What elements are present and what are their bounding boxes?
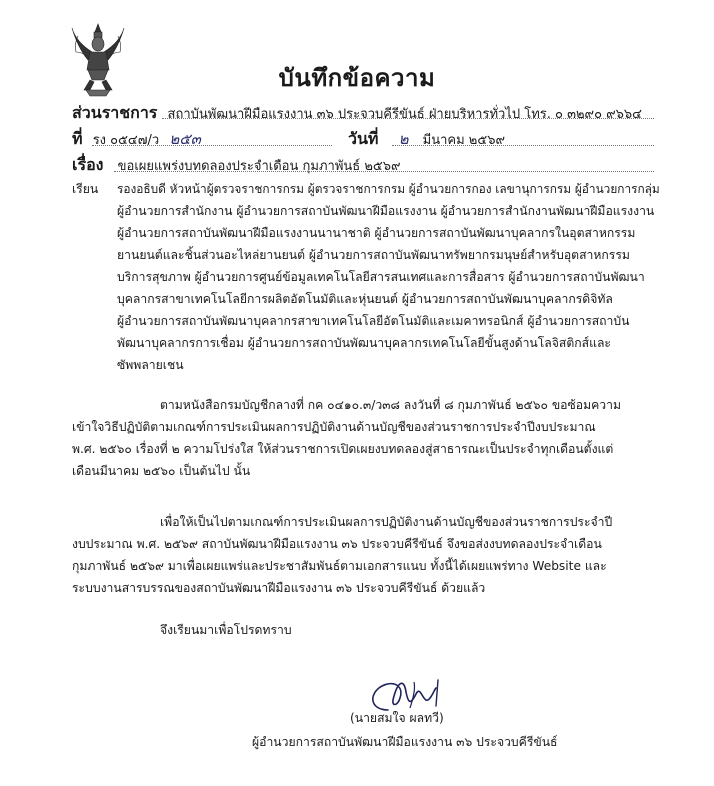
closing-text: จึงเรียนมาเพื่อโปรดทราบ: [160, 623, 292, 637]
reference-row: [72, 127, 201, 152]
paragraph2-line: ระบบงานสารบรรณของสถาบันพัฒนาฝีมือแรงงาน ๓๖ ประจวบคีรีขันธ์ ด้วยแล้ว: [72, 581, 486, 595]
addressee-line: พัฒนาบุคลากรการเชื่อม ผู้อำนวยการสถาบันพัฒนาบุคลากรเทคโนโลยีขั้นสูงด้านโลจิสติกส์และ: [117, 336, 611, 350]
reference-dotline: [92, 145, 332, 146]
addressee-line: บริการสุขภาพ ผู้อำนวยการศูนย์ข้อมูลเทคโนโลยีสารสนเทศและการสื่อสาร ผู้อำนวยการสถาบันพัฒนา: [117, 270, 645, 284]
agency-dotline: [162, 118, 654, 119]
subject-dotline: [114, 171, 654, 172]
reference-handwritten-number: ๒๕๓: [169, 130, 201, 148]
addressee-line: บุคลากรสาขาเทคโนโลยีการผลิตอัตโนมัติและหุ่นยนต์ ผู้อำนวยการสถาบันพัฒนาบุคลากรดิจิทัล: [117, 292, 613, 306]
agency-row: [72, 101, 642, 126]
subject-label: เรื่อง: [72, 155, 104, 174]
paragraph1-line: ตามหนังสือกรมบัญชีกลางที่ กค ๐๔๑๐.๓/ว๓๘ ลงวันที่ ๘ กุมภาพันธ์ ๒๕๖๐ ขอซ้อมความ: [160, 398, 621, 412]
addressee-line: รองอธิบดี หัวหน้าผู้ตรวจราชการกรม ผู้ตรวจราชการกรม ผู้อำนวยการกอง เลขานุการกรม ผู้อำนวยการกลุ่ม: [117, 182, 660, 196]
date-day-handwritten: ๒: [398, 130, 409, 148]
signer-position: ผู้อำนวยการสถาบันพัฒนาฝีมือแรงงาน ๓๖ ประจวบคีรีขันธ์: [252, 735, 558, 749]
date-row: [348, 127, 505, 152]
reference-value: รง ๐๕๔๗/ว: [92, 133, 160, 148]
addressee-line: ยานยนต์และชิ้นส่วนอะไหล่ยานยนต์ ผู้อำนวยการสถาบันพัฒนาทรัพยากรมนุษย์สำหรับอุตสาหกรรม: [117, 248, 630, 262]
reference-label: ที่: [72, 129, 83, 148]
signer-name: (นายสมใจ ผลทวี): [350, 711, 444, 725]
date-value: มีนาคม ๒๕๖๙: [422, 133, 505, 148]
paragraph1-line: พ.ศ. ๒๕๖๐ เรื่องที่ ๒ ความโปร่งใส ให้ส่วนราชการเปิดเผยงบทดลองสู่สาธารณะเป็นประจำทุกเดือนตั้งแต่: [72, 442, 614, 456]
addressee-line: ผู้อำนวยการสถาบันพัฒนาบุคลากรสาขาเทคโนโลยีอัตโนมัติและเมคาทรอนิกส์ ผู้อำนวยการสถาบัน: [117, 314, 630, 328]
agency-label: ส่วนราชการ: [72, 103, 158, 122]
date-label: วันที่: [348, 129, 379, 148]
paragraph1-line: เข้าใจวิธีปฏิบัติตามเกณฑ์การประเมินผลการปฏิบัติงานด้านบัญชีของส่วนราชการประจำปีงบประมาณ: [72, 420, 596, 434]
subject-row: [72, 153, 401, 178]
paragraph2-line: เพื่อให้เป็นไปตามเกณฑ์การประเมินผลการปฏิบัติงานด้านบัญชีของส่วนราชการประจำปี: [160, 515, 613, 529]
paragraph2-line: งบประมาณ พ.ศ. ๒๕๖๙ สถาบันพัฒนาฝีมือแรงงาน ๓๖ ประจวบคีรีขันธ์ จึงขอส่งงบทดลองประจำเดือน: [72, 537, 602, 551]
agency-value: สถาบันพัฒนาฝีมือแรงงาน ๓๖ ประจวบคีรีขันธ์ ฝ่ายบริหารทั่วไป โทร. ๐ ๓๒๙๐ ๙๖๖๔: [167, 107, 643, 122]
memo-title: บันทึกข้อความ: [278, 64, 436, 92]
addressee-line: ผู้อำนวยการสำนักงาน ผู้อำนวยการสถาบันพัฒนาฝีมือแรงงาน ผู้อำนวยการสำนักงานพัฒนาฝีมือแรงงาน: [117, 204, 655, 218]
addressee-line: ซัพพลายเชน: [117, 358, 184, 372]
addressee-label: เรียน: [72, 182, 99, 196]
addressee-line: ผู้อำนวยการสถาบันพัฒนาฝีมือแรงงานนานาชาติ ผู้อำนวยการสถาบันพัฒนาบุคลากรในอุตสาหกรรม: [117, 226, 636, 240]
paragraph2-line: กุมภาพันธ์ ๒๕๖๙ มาเพื่อเผยแพร่และประชาสัมพันธ์ตามเอกสารแนบ ทั้งนี้ได้เผยแพร่ทาง Website และ: [72, 559, 607, 573]
paragraph1-line: เดือนมีนาคม ๒๕๖๐ เป็นต้นไป นั้น: [72, 464, 251, 478]
date-dotline: [392, 145, 654, 146]
subject-value: ขอเผยแพร่งบทดลองประจำเดือน กุมภาพันธ์ ๒๕๖๙: [117, 159, 401, 174]
